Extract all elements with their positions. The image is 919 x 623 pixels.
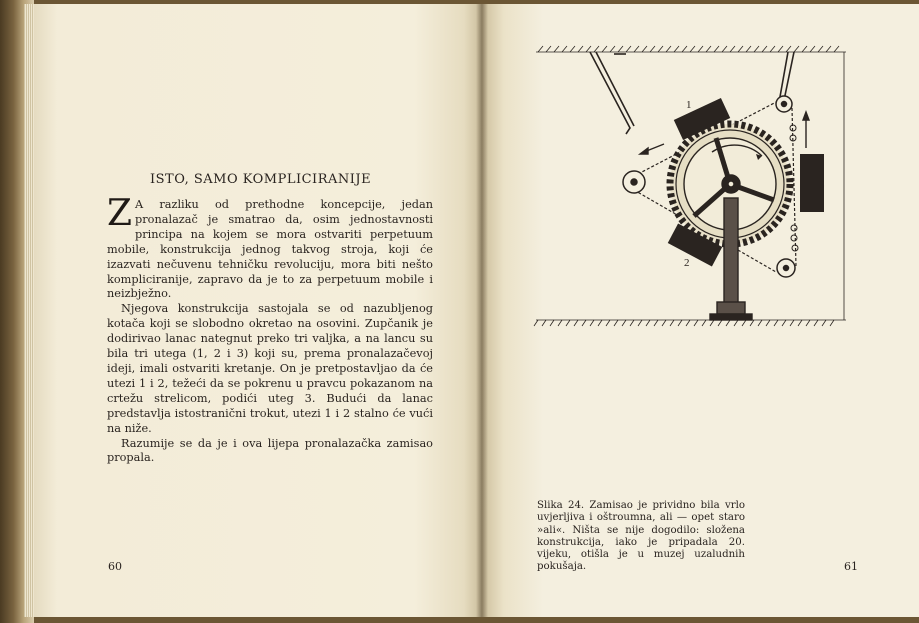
- book-gutter: [476, 4, 488, 617]
- chapter-body: [107, 193, 433, 466]
- figure-label-3: 3: [819, 179, 825, 191]
- floor-hatch: [534, 320, 846, 326]
- page-number-left: 60: [108, 560, 122, 573]
- paragraph-2: Njegova konstrukcija sastojala se od nazubljenog kotača koji se slobodno okretao na osovini. Zupčanik je dodirivao lanac nategnut preko tri valjka, a na lancu su bila tri utega (1, 2 i 3) koji su, prema pronalazačevoj ideji, imali ostvariti kretanje. On je pretpostavljao da će utezi 1 i 2, težeći da se pokrenu u pravcu pokazanom na crtežu strelicom, podići uteg 3. Budući da lanac predstavlja istostranični trokut, utezi 1 i 2 stalno će vući na niže.: [107, 302, 433, 435]
- paragraph-1: [107, 193, 433, 302]
- ceiling-hatch: [536, 46, 846, 52]
- chapter-title: ISTO, SAMO KOMPLICIRANIJE: [150, 172, 372, 187]
- figure-caption: Slika 24. Zamisao je prividno bila vrlo uvjerljiva i oštroumna, ali — opet staro »ali«. Ništa se nije dogodilo: složena konstrukcija, iako je pripadala 20. vijeku, otišla je u muzej uzaludnih pokušaja.: [537, 500, 745, 573]
- figure-label-2: 2: [684, 257, 690, 269]
- drop-cap: Z: [107, 193, 133, 234]
- perpetuum-mobile-figure: [530, 38, 850, 330]
- page-number-right: 61: [844, 560, 858, 573]
- figure-label-1: 1: [686, 99, 692, 111]
- paragraph-1-text: A razliku od prethodne koncepcije, jedan pronalazač je smatrao da, osim jednostavnosti principa na kojem se mora ostvariti perpetuum mobile, konstrukcija jednog takvog stroja, koji će izazvati nečuvenu tehničku revoluciju, mora biti nešto kompliciranije, zapravo da je to za perpetuum mobile i neizbježno.: [107, 198, 433, 301]
- paragraph-3: Razumije se da je i ova lijepa pronalazačka zamisao propala.: [107, 436, 433, 465]
- page-stack: [24, 4, 34, 617]
